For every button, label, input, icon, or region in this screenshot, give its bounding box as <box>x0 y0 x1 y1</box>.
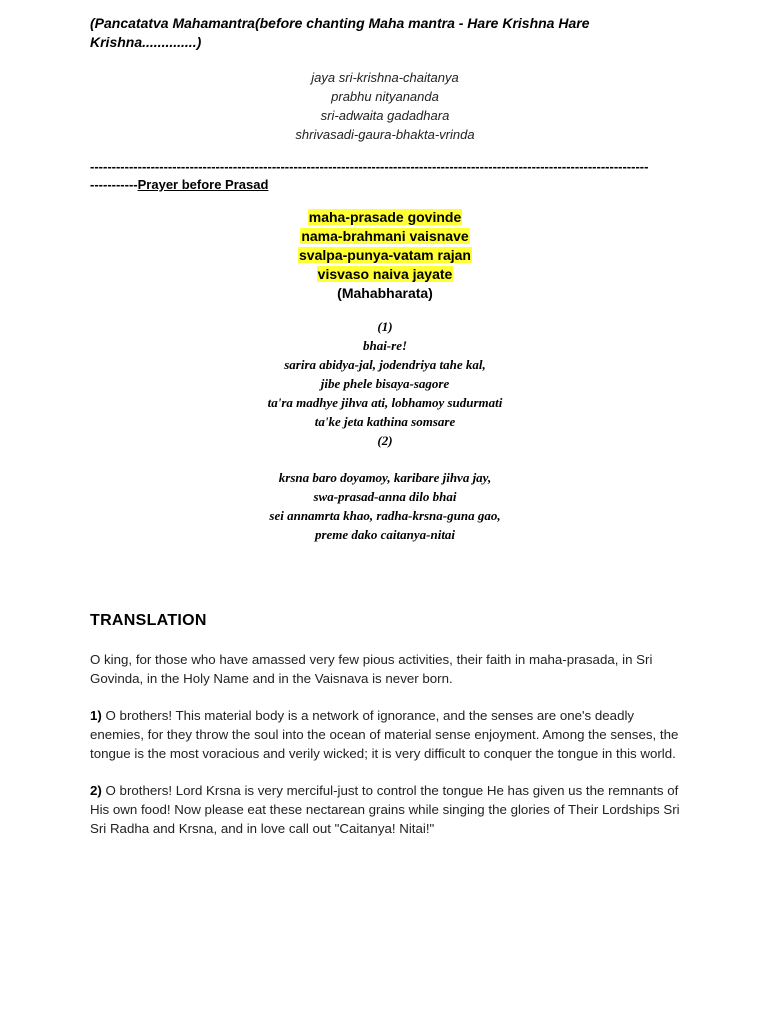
mantra-line: prabhu nityananda <box>331 89 439 104</box>
paragraph-number: 1) <box>90 708 102 723</box>
verse-line: nama-brahmani vaisnave <box>301 228 469 244</box>
verse-line: svalpa-punya-vatam rajan <box>299 247 471 263</box>
song-line: sarira abidya-jal, jodendriya tahe kal, <box>284 357 486 372</box>
mantra-line: sri-adwaita gadadhara <box>320 108 450 123</box>
mantra-line: shrivasadi-gaura-bhakta-vrinda <box>295 127 475 142</box>
translation-paragraph-2 <box>90 781 680 838</box>
song-line: ta'ra madhye jihva ati, lobhamoy sudurmati <box>267 395 503 410</box>
intro-note-line1: (Pancatatva Mahamantra(before chanting Maha mantra - Hare Krishna Hare <box>90 15 590 31</box>
bengali-song <box>90 317 680 544</box>
paragraph-text: O brothers! This material body is a network of ignorance, and the senses are one's deadly enemies, for they throw the soul into the ocean of material sense enjoyment. Among the senses, the tongue is the most voracious and verily wicked; it is very difficult to conquer the tongue in this world. <box>90 708 679 761</box>
verse-source: (Mahabharata) <box>337 285 433 301</box>
song-line: bhai-re! <box>362 338 408 353</box>
song-line: sei annamrta khao, radha-krsna-guna gao, <box>269 508 501 523</box>
intro-note-line2: Krishna..............) <box>90 34 202 50</box>
paragraph-number: 2) <box>90 783 102 798</box>
document-page <box>90 14 680 856</box>
paragraph-text: O brothers! Lord Krsna is very merciful-just to control the tongue He has given us the remnants of His own food! Now please eat these nectarean grains while singing the glories of Their Lordships Sri Sri Radha and Krsna, and in love call out "Caitanya! Nitai!" <box>90 783 680 836</box>
divider-prefix: ----------- <box>90 177 138 192</box>
section-divider: --------------------------------------------------------------------------------------------------------------------------------- <box>90 159 649 174</box>
intro-note <box>90 14 680 52</box>
song-line: ta'ke jeta kathina somsare <box>314 414 456 429</box>
prayer-heading <box>90 176 680 194</box>
translation-heading: TRANSLATION <box>90 612 207 629</box>
translation-paragraph-1 <box>90 706 680 763</box>
song-line: swa-prasad-anna dilo bhai <box>313 489 457 504</box>
verse-line: visvaso naiva jayate <box>317 266 453 282</box>
verse-line: maha-prasade govinde <box>308 209 462 225</box>
song-line: jibe phele bisaya-sagore <box>320 376 450 391</box>
prayer-title: Prayer before Prasad <box>137 177 269 192</box>
translation-intro: O king, for those who have amassed very few pious activities, their faith in maha-prasada, in Sri Govinda, in the Holy Name and in the Vaisnava is never born. <box>90 652 653 686</box>
song-line: preme dako caitanya-nitai <box>314 527 456 542</box>
mantra-line: jaya sri-krishna-chaitanya <box>311 70 459 85</box>
verse-number: (1) <box>377 319 393 334</box>
song-line: krsna baro doyamoy, karibare jihva jay, <box>278 470 492 485</box>
prasad-verse <box>90 208 680 303</box>
verse-gap <box>90 450 680 468</box>
verse-number: (2) <box>377 433 393 448</box>
pancatattva-mantra <box>90 68 680 144</box>
